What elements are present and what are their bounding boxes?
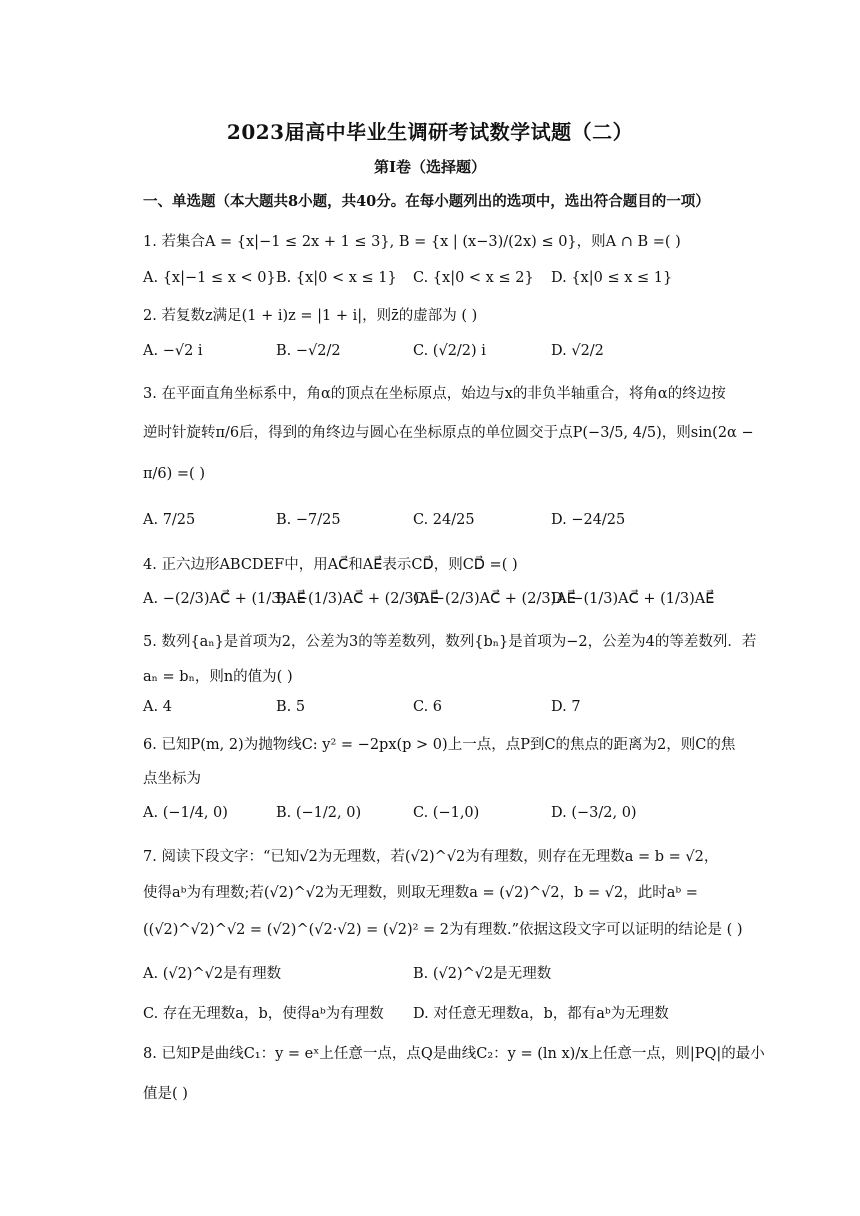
q5-option-b: B. 5	[276, 699, 306, 715]
q4-option-a: A. −(2/3)AC⃗ + (1/3)AE⃗	[143, 591, 306, 607]
q3-option-c: C. 24/25	[413, 512, 475, 528]
question-1-text: 1. 若集合A = {x|−1 ≤ 2x + 1 ≤ 3}, B = {x | (x−3)/(2x) ≤ 0}，则A ∩ B =( )	[143, 234, 681, 250]
part-title: 第I卷（选择题）	[373, 158, 487, 176]
question-3-options	[143, 512, 723, 538]
question-3-text-line-2: 逆时针旋转π/6后，得到的角终边与圆心在坐标原点的单位圆交于点P(−3/5, 4/5)，则sin(2α −	[143, 425, 754, 441]
q1-option-a: A. {x|−1 ≤ x < 0}	[143, 270, 276, 286]
question-5-options	[143, 699, 723, 725]
q4-option-b: B. −(1/3)AC⃗ + (2/3)AE⃗	[276, 591, 439, 607]
q7-option-c: C. 存在无理数a，b，使得aᵇ为有理数	[143, 1006, 384, 1022]
question-2-text: 2. 若复数z满足(1 + i)z = |1 + i|，则z̄的虚部为 ( )	[143, 308, 478, 324]
q6-option-d: D. (−3/2, 0)	[551, 805, 637, 821]
question-6-text-line-1: 6. 已知P(m, 2)为抛物线C: y² = −2px(p > 0)上一点，点P到C的焦点的距离为2，则C的焦	[143, 737, 736, 753]
question-2-options	[143, 343, 723, 369]
q2-option-c: C. (√2/2) i	[413, 343, 486, 359]
question-7-options-row-2	[143, 1002, 723, 1028]
q1-option-d: D. {x|0 ≤ x ≤ 1}	[551, 270, 673, 286]
q7-option-a: A. (√2)^√2是有理数	[143, 966, 282, 982]
q5-option-d: D. 7	[551, 699, 581, 715]
page-title: 2023届高中毕业生调研考试数学试题（二）	[226, 120, 634, 144]
question-5-text-line-2: aₙ = bₙ，则n的值为( )	[143, 669, 293, 685]
q3-option-b: B. −7/25	[276, 512, 341, 528]
q4-option-d: D. −(1/3)AC⃗ + (1/3)AE⃗	[551, 591, 715, 607]
q2-option-d: D. √2/2	[551, 343, 604, 359]
q5-option-a: A. 4	[143, 699, 172, 715]
q6-option-c: C. (−1,0)	[413, 805, 480, 821]
question-6-text-line-2: 点坐标为	[143, 771, 201, 787]
question-1-options	[143, 270, 723, 296]
q2-option-b: B. −√2/2	[276, 343, 341, 359]
q1-option-c: C. {x|0 < x ≤ 2}	[413, 270, 534, 286]
question-7-options-row-1	[143, 962, 723, 988]
q3-option-d: D. −24/25	[551, 512, 626, 528]
question-8-text-line-2: 值是( )	[143, 1086, 188, 1102]
question-4-options	[143, 591, 723, 617]
section-heading: 一、单选题（本大题共8小题，共40分。在每小题列出的选项中，选出符合题目的一项）	[143, 193, 710, 210]
q6-option-b: B. (−1/2, 0)	[276, 805, 362, 821]
q6-option-a: A. (−1/4, 0)	[143, 805, 228, 821]
q1-option-b: B. {x|0 < x ≤ 1}	[276, 270, 397, 286]
q2-option-a: A. −√2 i	[143, 343, 203, 359]
question-7-text-line-2: 使得aᵇ为有理数;若(√2)^√2为无理数，则取无理数a = (√2)^√2，b = √2，此时aᵇ =	[143, 885, 698, 901]
q4-option-c: C. −(2/3)AC⃗ + (2/3)AE⃗	[413, 591, 576, 607]
question-7-text-line-3: ((√2)^√2)^√2 = (√2)^(√2·√2) = (√2)² = 2为有理数.”依据这段文字可以证明的结论是 ( )	[143, 922, 743, 938]
q3-option-a: A. 7/25	[143, 512, 196, 528]
question-4-text: 4. 正六边形ABCDEF中，用AC⃗和AE⃗表示CD⃗，则CD⃗ =( )	[143, 557, 518, 573]
q7-option-b: B. (√2)^√2是无理数	[413, 966, 552, 982]
question-5-text-line-1: 5. 数列{aₙ}是首项为2，公差为3的等差数列，数列{bₙ}是首项为−2，公差为4的等差数列．若	[143, 634, 757, 650]
q5-option-c: C. 6	[413, 699, 443, 715]
question-8-text-line-1: 8. 已知P是曲线C₁：y = eˣ上任意一点，点Q是曲线C₂：y = (ln x)/x上任意一点，则|PQ|的最小	[143, 1046, 765, 1062]
q7-option-d: D. 对任意无理数a，b，都有aᵇ为无理数	[413, 1006, 669, 1022]
question-6-options	[143, 805, 723, 831]
question-7-text-line-1: 7. 阅读下段文字：“已知√2为无理数，若(√2)^√2为有理数，则存在无理数a = b = √2，	[143, 849, 719, 865]
question-3-text-line-3: π/6) =( )	[143, 466, 205, 482]
question-3-text-line-1: 3. 在平面直角坐标系中，角α的顶点在坐标原点，始边与x的非负半轴重合，将角α的终边按	[143, 386, 726, 402]
